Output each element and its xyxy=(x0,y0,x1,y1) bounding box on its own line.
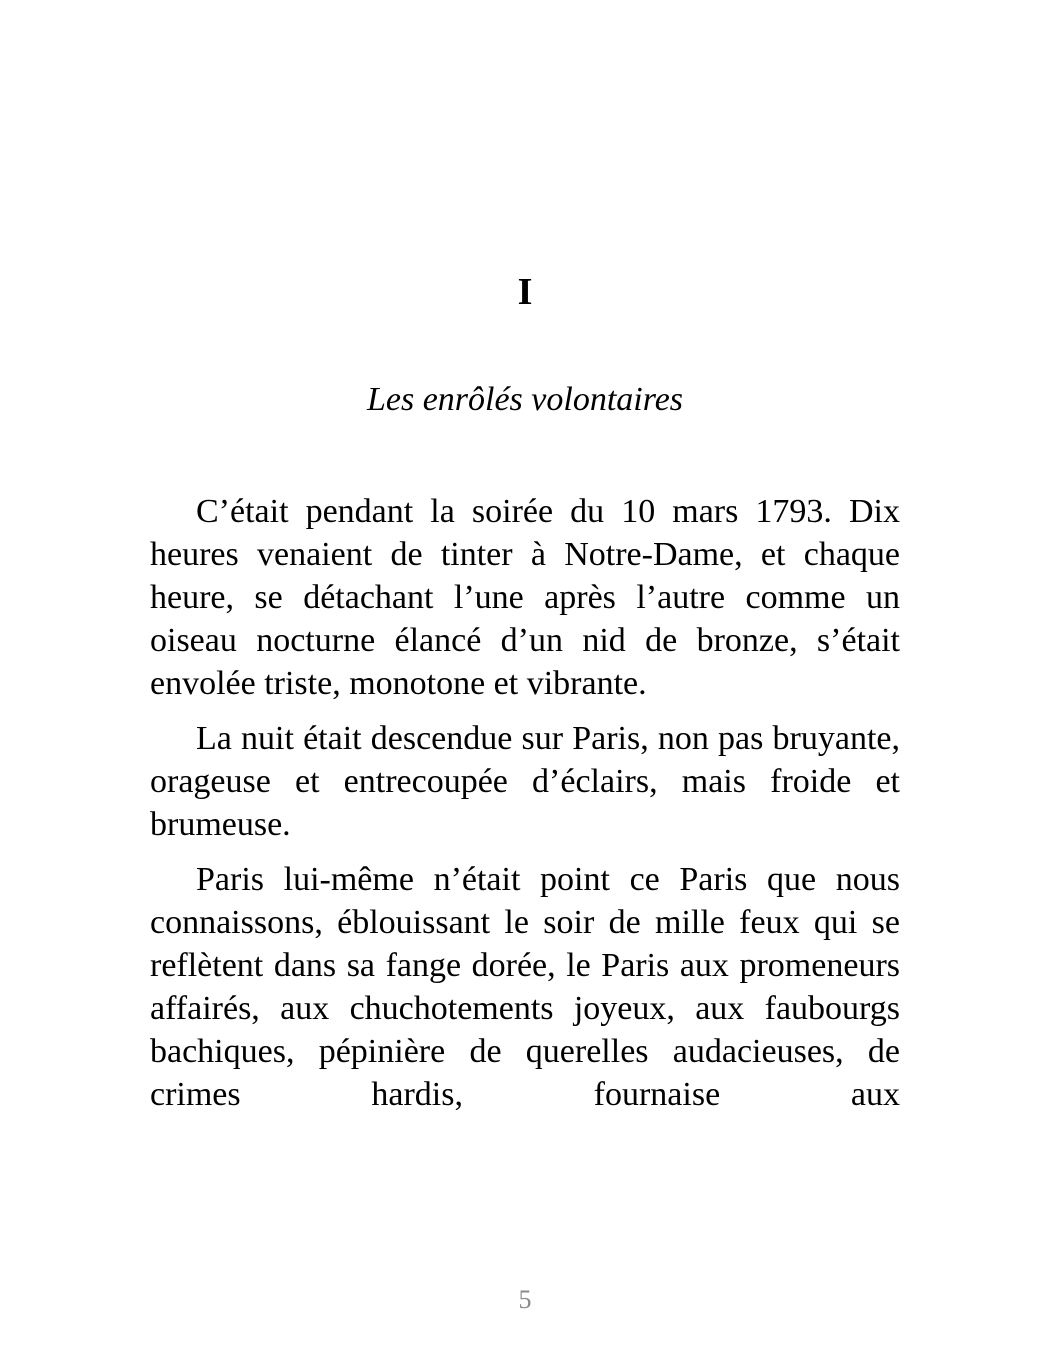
page-number: 5 xyxy=(518,1285,532,1314)
paragraph-1: C’était pendant la soirée du 10 mars 1793. Dix heures venaient de tinter à Notre-Dame, et chaque heure, se détachant l’une après l’autre comme un oiseau nocturne élancé d’un nid de bronze, s’était envolée triste, monotone et vibrante. xyxy=(150,493,900,702)
chapter-number: I xyxy=(517,271,533,313)
paragraph-3: Paris lui-même n’était point ce Paris que nous connaissons, éblouissant le soir de mille feux qui se reflètent dans sa fange dorée, le Paris aux promeneurs affairés, aux chuchotements joyeux, aux faubourgs bachiques, pépinière de querelles audacieuses, de crimes hardis, fournaise aux xyxy=(150,861,900,1113)
paragraph-2: La nuit était descendue sur Paris, non pas bruyante, orageuse et entrecoupée d’éclairs, mais froide et brumeuse. xyxy=(150,720,900,843)
chapter-title: Les enrôlés volontaires xyxy=(366,381,684,418)
body-text xyxy=(150,490,900,1128)
